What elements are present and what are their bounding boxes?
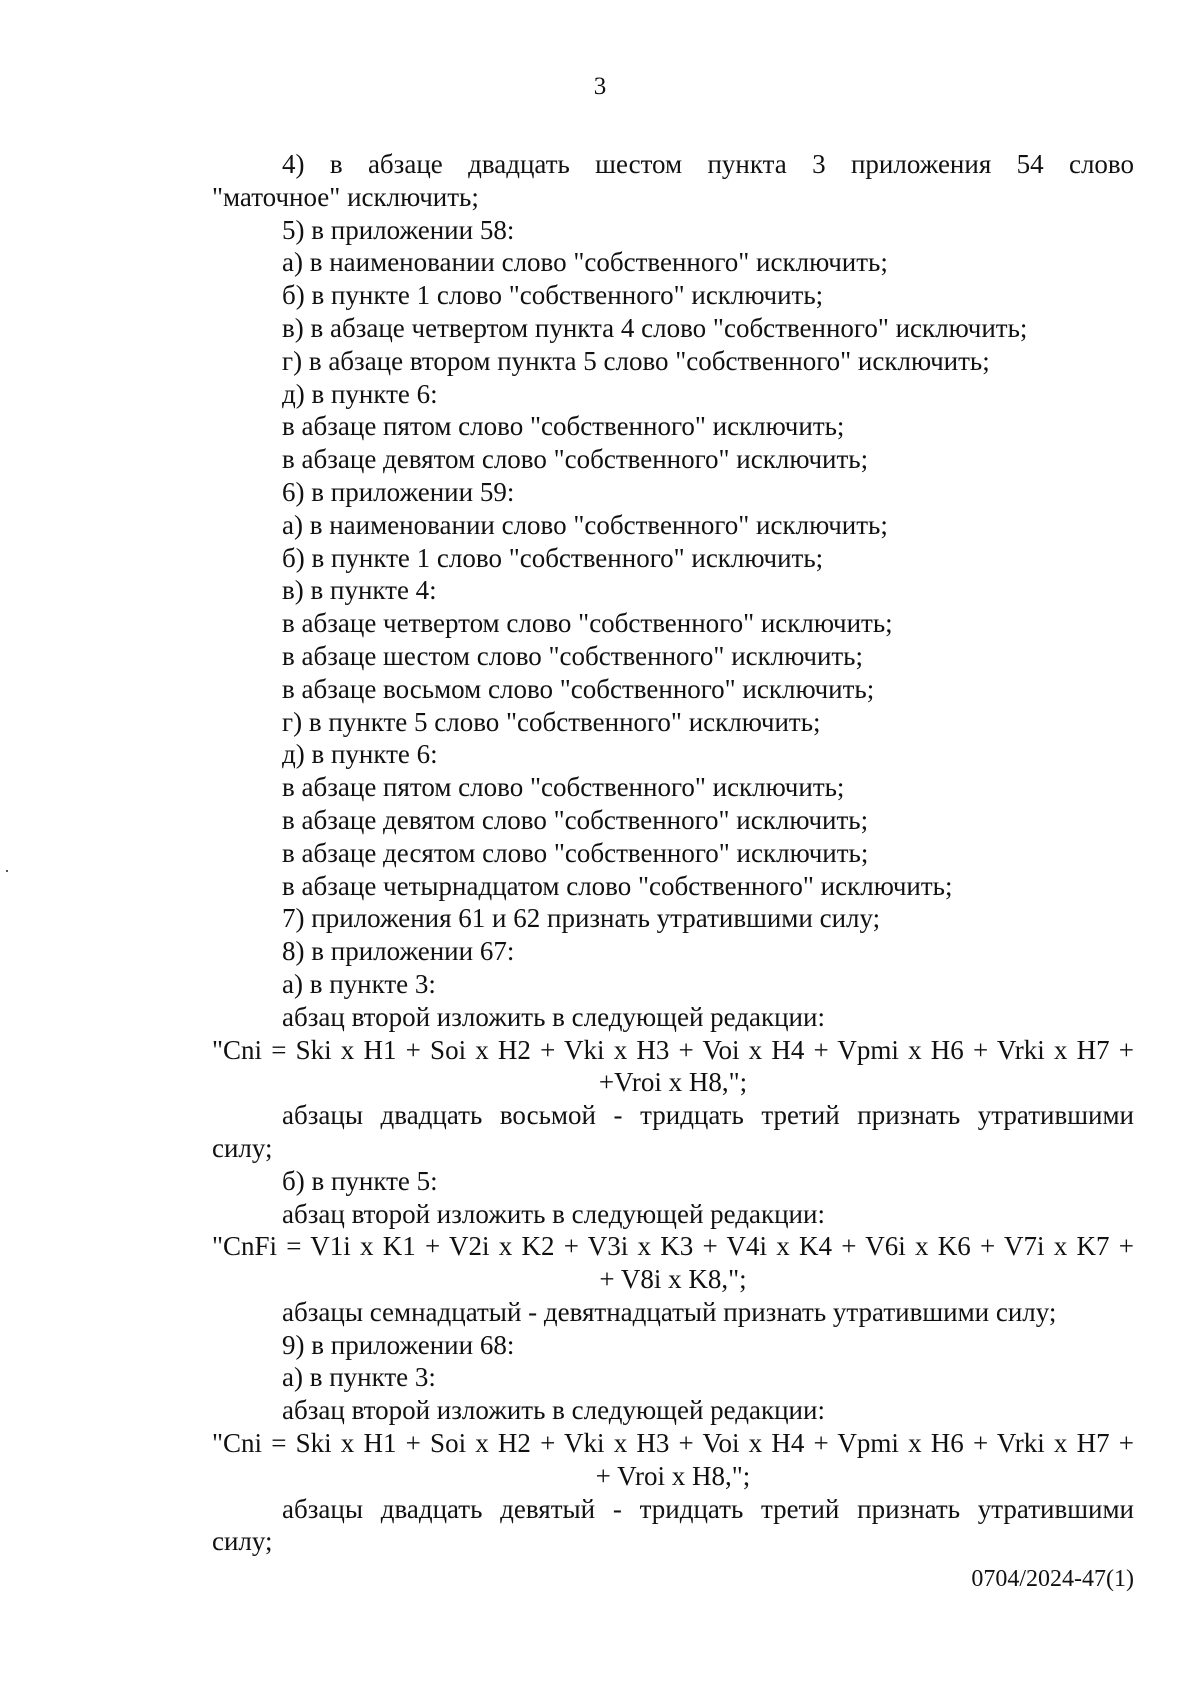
formula-line: "Cni = Ski x H1 + Soi x H2 + Vki x H3 + Voi x H4 + Vpmi x H6 + Vrki x H7 + [212,1034,1134,1065]
paragraph-line: а) в пункте 3: [282,1362,436,1393]
paragraph-line: г) в пункте 5 слово "собственного" исключить; [282,706,821,737]
paragraph-line: "маточное" исключить; [212,181,479,212]
document-code: 0704/2024-47(1) [971,1566,1134,1592]
paragraph-line: в абзаце восьмом слово "собственного" исключить; [282,673,875,704]
paragraph-line: а) в пункте 3: [282,968,436,999]
paragraph-line: в абзаце десятом слово "собственного" исключить; [282,837,869,868]
paragraph-line: в) в абзаце четвертом пункта 4 слово "собственного" исключить; [282,312,1028,343]
paragraph-line: 7) приложения 61 и 62 признать утратившими силу; [282,903,881,934]
paragraph-line: 9) в приложении 68: [282,1329,515,1360]
paragraph-line: в) в пункте 4: [282,575,437,606]
paragraph-line: б) в пункте 1 слово "собственного" исключить; [282,542,824,573]
paragraph-line: б) в пункте 1 слово "собственного" исключить; [282,280,824,311]
paragraph-line: 8) в приложении 67: [282,936,515,967]
paragraph-line: 4) в абзаце двадцать шестом пункта 3 приложения 54 слово [282,149,1134,179]
paragraph-line: в абзаце шестом слово "собственного" исключить; [282,640,864,671]
paragraph-line: г) в абзаце втором пункта 5 слово "собственного" исключить; [282,345,990,376]
paragraph-line: в абзаце пятом слово "собственного" исключить; [282,772,845,803]
formula-line: "CnFi = V1i x K1 + V2i x K2 + V3i x K3 + V4i x K4 + V6i x K6 + V7i x K7 + [212,1231,1134,1262]
paragraph-line: абзацы семнадцатый - девятнадцатый признать утратившими силу; [282,1296,1057,1327]
paragraph-line: абзац второй изложить в следующей редакции: [282,1395,825,1426]
paragraph-line: в абзаце девятом слово "собственного" исключить; [282,804,869,835]
paragraph-line: абзац второй изложить в следующей редакции: [282,1198,825,1229]
paragraph-line: в абзаце пятом слово "собственного" исключить; [282,411,845,442]
formula-continuation: + Vroi x H8,"; [595,1460,751,1491]
paragraph-line: а) в наименовании слово "собственного" исключить; [282,509,888,540]
paragraph-line: силу; [212,1526,273,1557]
scan-speck [6,870,8,872]
paragraph-line: абзацы двадцать девятый - тридцать третий признать утратившими [282,1493,1134,1524]
paragraph-line: б) в пункте 5: [282,1165,438,1196]
paragraph-line: в абзаце четырнадцатом слово "собственного" исключить; [282,870,953,901]
paragraph-line: 5) в приложении 58: [282,214,515,245]
formula-continuation: + V8i x K8,"; [599,1264,747,1295]
paragraph-line: д) в пункте 6: [282,378,438,409]
paragraph-line: д) в пункте 6: [282,739,438,770]
paragraph-line: в абзаце четвертом слово "собственного" исключить; [282,608,893,639]
formula-line: "Cni = Ski x H1 + Soi x H2 + Vki x H3 + Voi x H4 + Vpmi x H6 + Vrki x H7 + [212,1428,1134,1459]
paragraph-line: абзацы двадцать восьмой - тридцать третий признать утратившими [282,1100,1134,1131]
formula-continuation: +Vroi x H8,"; [598,1067,748,1098]
paragraph-line: абзац второй изложить в следующей редакции: [282,1001,825,1032]
paragraph-line: 6) в приложении 59: [282,476,515,507]
page-number: 3 [593,73,607,100]
paragraph-line: в абзаце девятом слово "собственного" исключить; [282,444,869,475]
paragraph-line: силу; [212,1132,273,1163]
paragraph-line: а) в наименовании слово "собственного" исключить; [282,247,888,278]
document-body [212,148,1134,1558]
